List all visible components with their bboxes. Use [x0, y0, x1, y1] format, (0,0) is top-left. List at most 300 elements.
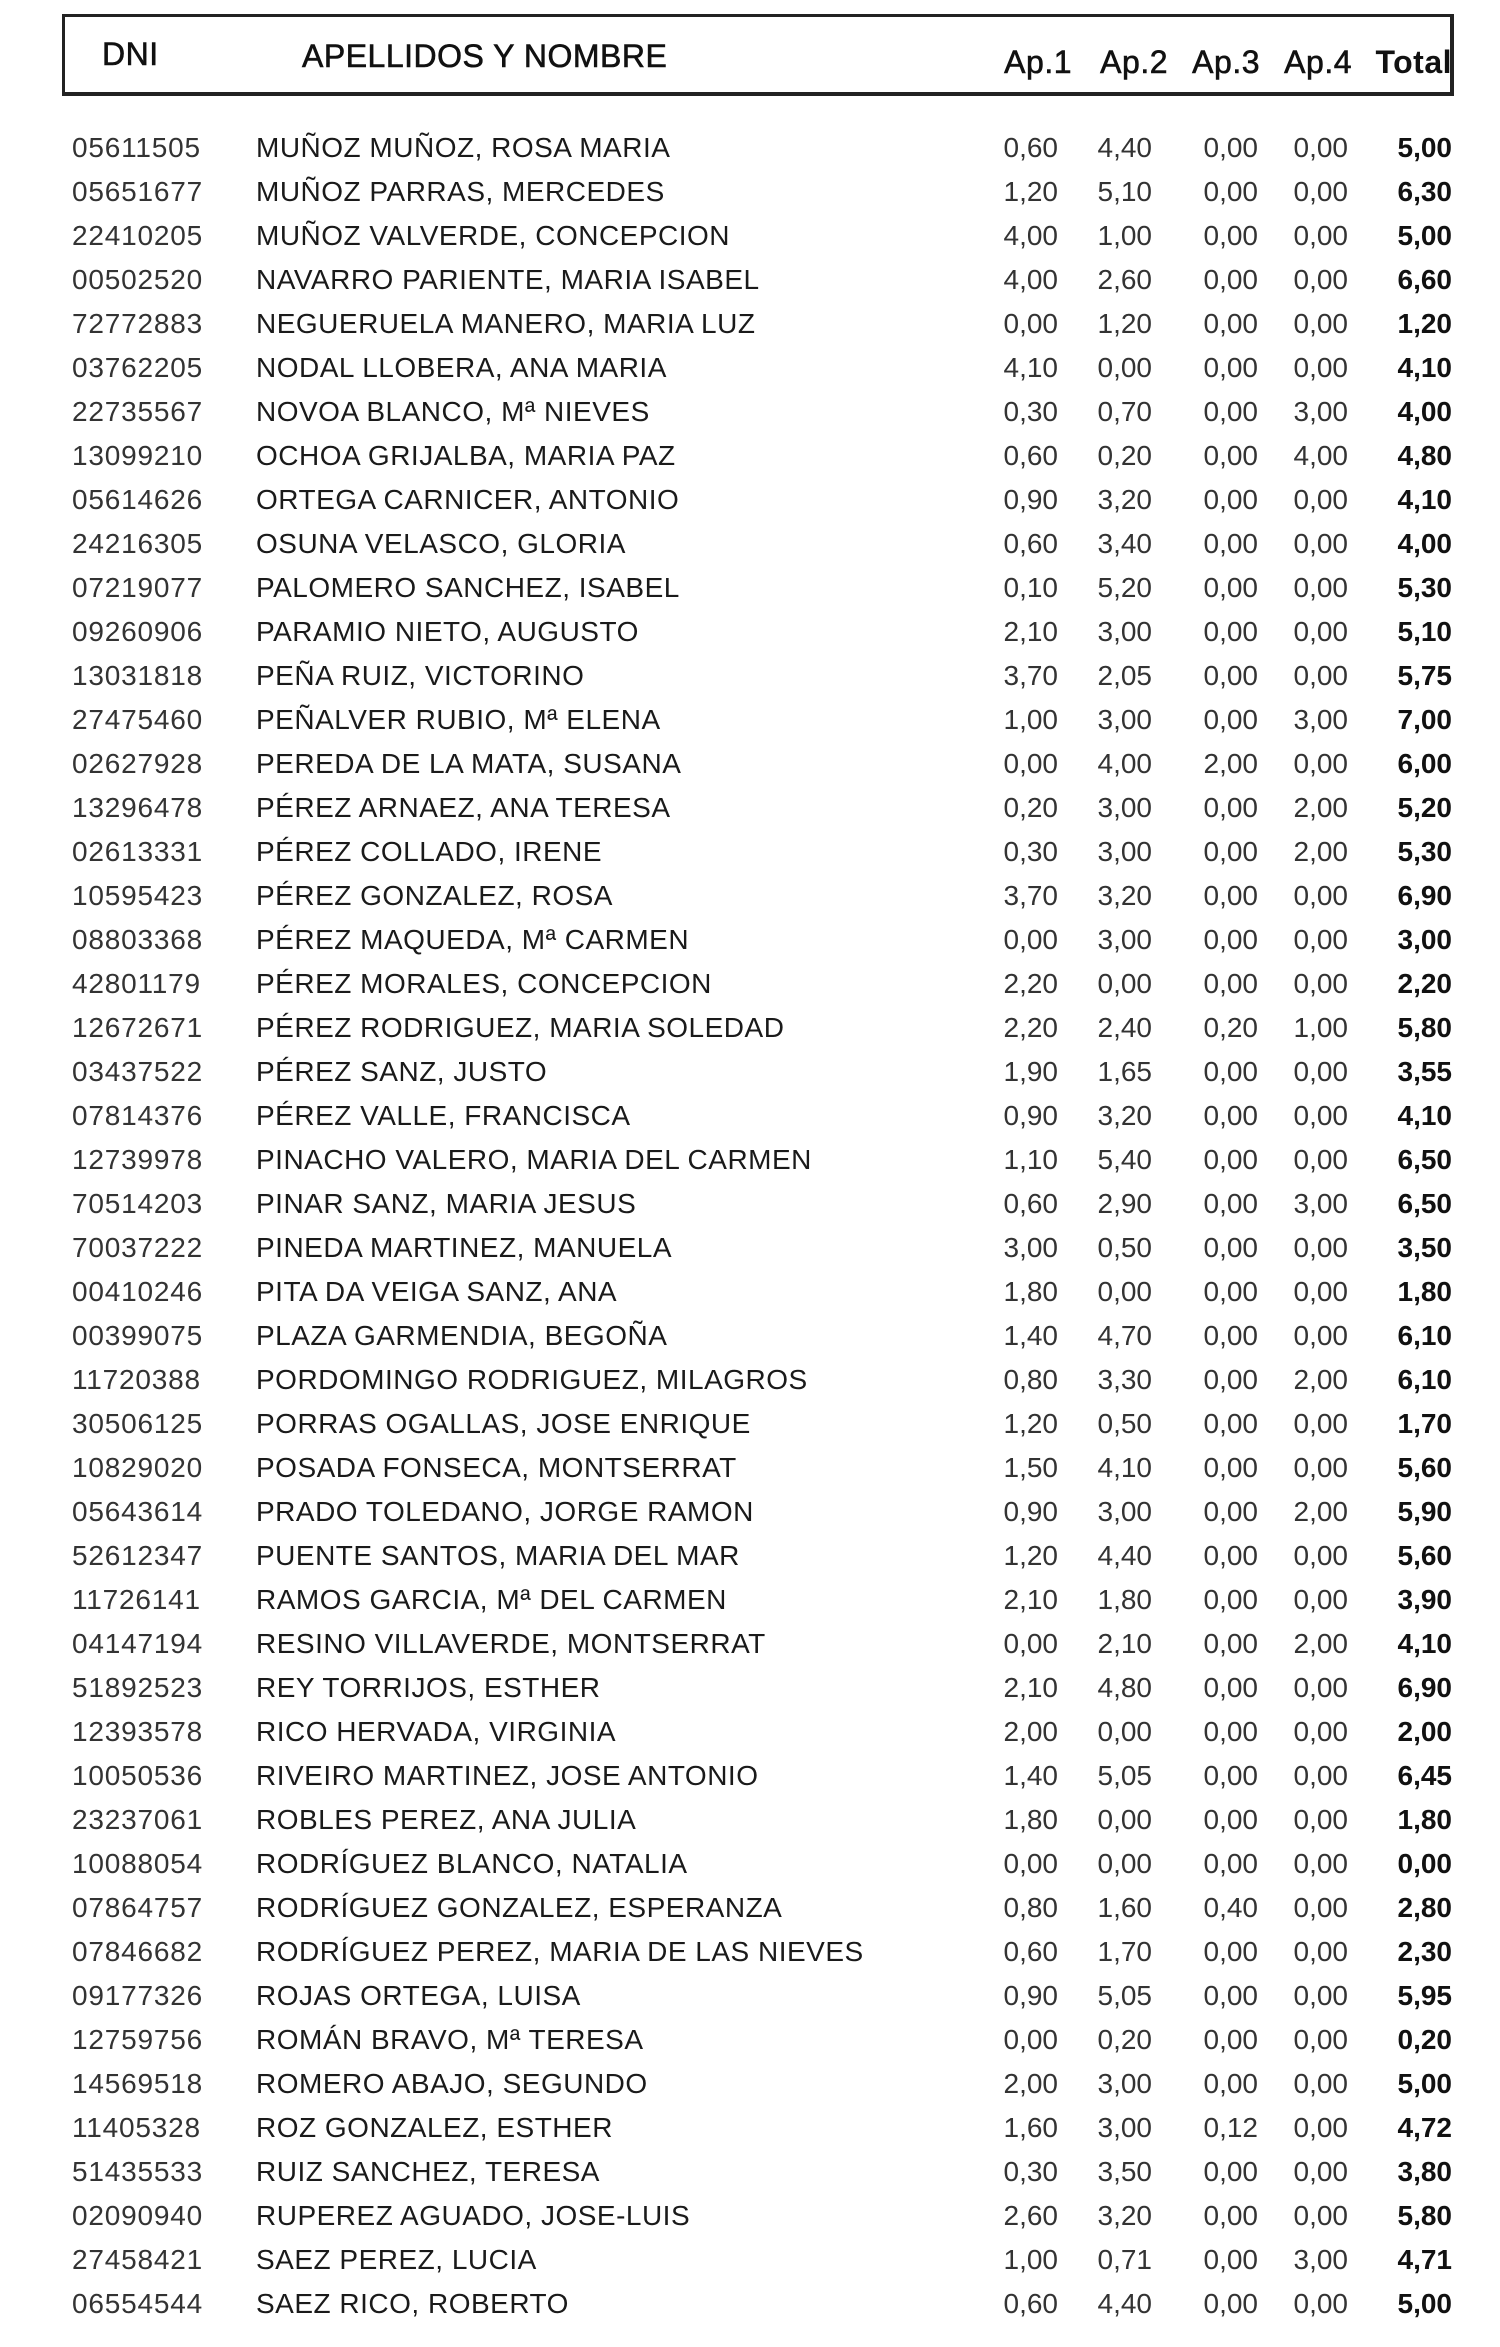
name-cell: ROMÁN BRAVO, Mª TERESA [256, 2024, 644, 2055]
table-row [0, 1314, 1500, 1358]
ap4-cell: 0,00 [1293, 1804, 1348, 1835]
ap4-cell: 0,00 [1293, 1100, 1348, 1131]
ap2-cell: 3,00 [1097, 2112, 1152, 2143]
dni-cell: 00502520 [72, 264, 203, 295]
ap2-cell: 0,71 [1097, 2244, 1152, 2275]
dni-cell: 12672671 [72, 1012, 203, 1043]
name-cell: PÉREZ MAQUEDA, Mª CARMEN [256, 924, 690, 955]
ap4-cell: 0,00 [1293, 1056, 1348, 1087]
ap4-cell: 0,00 [1293, 1452, 1348, 1483]
ap3-cell: 0,00 [1203, 2244, 1258, 2275]
ap1-cell: 0,90 [1003, 1100, 1058, 1131]
table-row [0, 522, 1500, 566]
name-cell: MUÑOZ VALVERDE, CONCEPCION [256, 220, 731, 251]
ap1-cell: 2,60 [1003, 2200, 1058, 2231]
dni-cell: 24216305 [72, 528, 203, 559]
ap3-cell: 0,00 [1203, 440, 1258, 471]
name-cell: ROMERO ABAJO, SEGUNDO [256, 2068, 648, 2099]
ap1-cell: 1,90 [1003, 1056, 1058, 1087]
ap2-cell: 3,30 [1097, 1364, 1152, 1395]
header-name: APELLIDOS Y NOMBRE [302, 38, 668, 74]
name-cell: PÉREZ COLLADO, IRENE [256, 836, 603, 867]
dni-cell: 07864757 [72, 1892, 203, 1923]
ap4-cell: 3,00 [1293, 396, 1348, 427]
total-cell: 4,10 [1397, 1628, 1452, 1659]
table-row [0, 478, 1500, 522]
ap1-cell: 0,60 [1003, 2288, 1058, 2319]
total-cell: 5,00 [1397, 220, 1452, 251]
ap1-cell: 2,00 [1003, 1716, 1058, 1747]
dni-cell: 22735567 [72, 396, 203, 427]
table-row [0, 1666, 1500, 1710]
ap4-cell: 0,00 [1293, 924, 1348, 955]
ap2-cell: 0,00 [1097, 1716, 1152, 1747]
ap1-cell: 0,80 [1003, 1364, 1058, 1395]
header-dni: DNI [102, 36, 159, 72]
ap2-cell: 5,05 [1097, 1980, 1152, 2011]
ap3-cell: 0,00 [1203, 1980, 1258, 2011]
ap3-cell: 0,00 [1203, 1100, 1258, 1131]
ap3-cell: 0,00 [1203, 792, 1258, 823]
name-cell: POSADA FONSECA, MONTSERRAT [256, 1452, 737, 1483]
ap3-cell: 0,00 [1203, 220, 1258, 251]
ap4-cell: 0,00 [1293, 2024, 1348, 2055]
ap1-cell: 1,20 [1003, 1408, 1058, 1439]
ap2-cell: 3,20 [1097, 1100, 1152, 1131]
dni-cell: 00399075 [72, 1320, 203, 1351]
ap4-cell: 0,00 [1293, 2200, 1348, 2231]
ap2-cell: 0,50 [1097, 1408, 1152, 1439]
total-cell: 1,80 [1397, 1276, 1452, 1307]
ap1-cell: 1,50 [1003, 1452, 1058, 1483]
ap1-cell: 0,00 [1003, 2024, 1058, 2055]
table-row [0, 1050, 1500, 1094]
dni-cell: 10088054 [72, 1848, 203, 1879]
ap3-cell: 0,00 [1203, 704, 1258, 735]
table-row [0, 1490, 1500, 1534]
dni-cell: 27458421 [72, 2244, 203, 2275]
ap2-cell: 3,50 [1097, 2156, 1152, 2187]
ap2-cell: 1,70 [1097, 1936, 1152, 1967]
total-cell: 5,60 [1397, 1540, 1452, 1571]
ap2-cell: 4,40 [1097, 2288, 1152, 2319]
name-cell: NAVARRO PARIENTE, MARIA ISABEL [256, 264, 760, 295]
total-cell: 6,50 [1397, 1144, 1452, 1175]
ap3-cell: 0,00 [1203, 836, 1258, 867]
dni-cell: 70514203 [72, 1188, 203, 1219]
table-row [0, 1138, 1500, 1182]
ap3-cell: 0,00 [1203, 924, 1258, 955]
name-cell: PALOMERO SANCHEZ, ISABEL [256, 572, 680, 603]
dni-cell: 02613331 [72, 836, 203, 867]
ap1-cell: 1,20 [1003, 1540, 1058, 1571]
ap1-cell: 1,40 [1003, 1320, 1058, 1351]
name-cell: RODRÍGUEZ PEREZ, MARIA DE LAS NIEVES [256, 1936, 864, 1967]
ap1-cell: 2,20 [1003, 968, 1058, 999]
dni-cell: 04147194 [72, 1628, 203, 1659]
dni-cell: 13031818 [72, 660, 203, 691]
name-cell: RESINO VILLAVERDE, MONTSERRAT [256, 1628, 766, 1659]
ap4-cell: 0,00 [1293, 484, 1348, 515]
total-cell: 4,00 [1397, 396, 1452, 427]
name-cell: PORDOMINGO RODRIGUEZ, MILAGROS [256, 1364, 808, 1395]
ap3-cell: 0,00 [1203, 1320, 1258, 1351]
ap4-cell: 3,00 [1293, 704, 1348, 735]
ap2-cell: 2,60 [1097, 264, 1152, 295]
name-cell: NEGUERUELA MANERO, MARIA LUZ [256, 308, 756, 339]
table-row [0, 2106, 1500, 2150]
table-row [0, 874, 1500, 918]
ap2-cell: 3,40 [1097, 528, 1152, 559]
ap4-cell: 0,00 [1293, 1980, 1348, 2011]
name-cell: ORTEGA CARNICER, ANTONIO [256, 484, 680, 515]
ap3-cell: 0,00 [1203, 484, 1258, 515]
dni-cell: 13296478 [72, 792, 203, 823]
ap3-cell: 0,00 [1203, 264, 1258, 295]
name-cell: RAMOS GARCIA, Mª DEL CARMEN [256, 1584, 727, 1615]
dni-cell: 05611505 [72, 132, 201, 163]
ap3-cell: 0,12 [1203, 2112, 1258, 2143]
name-cell: PINEDA MARTINEZ, MANUELA [256, 1232, 673, 1263]
total-cell: 5,10 [1397, 616, 1452, 647]
ap3-cell: 0,00 [1203, 1848, 1258, 1879]
ap1-cell: 0,10 [1003, 572, 1058, 603]
ap4-cell: 0,00 [1293, 616, 1348, 647]
ap2-cell: 2,90 [1097, 1188, 1152, 1219]
name-cell: RICO HERVADA, VIRGINIA [256, 1716, 617, 1747]
total-cell: 6,10 [1397, 1364, 1452, 1395]
total-cell: 3,55 [1397, 1056, 1452, 1087]
ap3-cell: 0,00 [1203, 1056, 1258, 1087]
ap2-cell: 0,20 [1097, 440, 1152, 471]
table-row [0, 1270, 1500, 1314]
total-cell: 6,90 [1397, 1672, 1452, 1703]
total-cell: 5,80 [1397, 1012, 1452, 1043]
ap2-cell: 3,20 [1097, 2200, 1152, 2231]
ap1-cell: 2,00 [1003, 2068, 1058, 2099]
name-cell: PRADO TOLEDANO, JORGE RAMON [256, 1496, 754, 1527]
ap3-cell: 0,00 [1203, 352, 1258, 383]
total-cell: 7,00 [1397, 704, 1452, 735]
table-row [0, 1182, 1500, 1226]
ap1-cell: 0,00 [1003, 748, 1058, 779]
ap1-cell: 0,90 [1003, 1980, 1058, 2011]
ap3-cell: 0,00 [1203, 308, 1258, 339]
ap1-cell: 1,10 [1003, 1144, 1058, 1175]
ap3-cell: 0,00 [1203, 528, 1258, 559]
total-cell: 5,30 [1397, 836, 1452, 867]
dni-cell: 22410205 [72, 220, 203, 251]
dni-cell: 02090940 [72, 2200, 203, 2231]
ap1-cell: 0,00 [1003, 308, 1058, 339]
ap2-cell: 1,60 [1097, 1892, 1152, 1923]
name-cell: PÉREZ GONZALEZ, ROSA [256, 880, 613, 911]
table-row [0, 1974, 1500, 2018]
total-cell: 5,00 [1397, 2068, 1452, 2099]
ap3-cell: 0,00 [1203, 1232, 1258, 1263]
ap4-cell: 2,00 [1293, 836, 1348, 867]
ap1-cell: 4,00 [1003, 264, 1058, 295]
name-cell: OSUNA VELASCO, GLORIA [256, 528, 626, 559]
ap1-cell: 2,10 [1003, 616, 1058, 647]
ap2-cell: 5,40 [1097, 1144, 1152, 1175]
table-row [0, 1754, 1500, 1798]
ap1-cell: 2,10 [1003, 1672, 1058, 1703]
name-cell: SAEZ PEREZ, LUCIA [256, 2244, 537, 2275]
name-cell: PEREDA DE LA MATA, SUSANA [256, 748, 682, 779]
ap3-cell: 0,00 [1203, 1452, 1258, 1483]
ap1-cell: 0,90 [1003, 1496, 1058, 1527]
ap1-cell: 1,00 [1003, 704, 1058, 735]
ap4-cell: 0,00 [1293, 2156, 1348, 2187]
dni-cell: 11720388 [72, 1364, 201, 1395]
ap2-cell: 3,00 [1097, 792, 1152, 823]
table-row [0, 2238, 1500, 2282]
name-cell: PÉREZ SANZ, JUSTO [256, 1056, 548, 1087]
ap3-cell: 0,00 [1203, 1408, 1258, 1439]
table-row [0, 566, 1500, 610]
dni-cell: 30506125 [72, 1408, 203, 1439]
ap4-cell: 0,00 [1293, 1232, 1348, 1263]
dni-cell: 72772883 [72, 308, 203, 339]
table-row [0, 2062, 1500, 2106]
total-cell: 5,95 [1397, 1980, 1452, 2011]
table-row [0, 2282, 1500, 2326]
dni-cell: 09177326 [72, 1980, 203, 2011]
dni-cell: 70037222 [72, 1232, 203, 1263]
ap2-cell: 2,40 [1097, 1012, 1152, 1043]
table-row [0, 698, 1500, 742]
table-row [0, 2018, 1500, 2062]
ap1-cell: 2,10 [1003, 1584, 1058, 1615]
table-row [0, 918, 1500, 962]
total-cell: 5,00 [1397, 132, 1452, 163]
total-cell: 5,20 [1397, 792, 1452, 823]
ap2-cell: 3,00 [1097, 704, 1152, 735]
total-cell: 5,00 [1397, 2288, 1452, 2319]
ap4-cell: 0,00 [1293, 2288, 1348, 2319]
total-cell: 6,50 [1397, 1188, 1452, 1219]
total-cell: 4,10 [1397, 484, 1452, 515]
table-row [0, 654, 1500, 698]
table-row [0, 1446, 1500, 1490]
ap2-cell: 0,00 [1097, 968, 1152, 999]
dni-cell: 14569518 [72, 2068, 203, 2099]
ap1-cell: 4,10 [1003, 352, 1058, 383]
ap2-cell: 0,00 [1097, 1848, 1152, 1879]
total-cell: 5,80 [1397, 2200, 1452, 2231]
ap2-cell: 3,00 [1097, 924, 1152, 955]
ap3-cell: 0,00 [1203, 1628, 1258, 1659]
name-cell: PEÑALVER RUBIO, Mª ELENA [256, 704, 661, 735]
table-row [0, 258, 1500, 302]
name-cell: MUÑOZ MUÑOZ, ROSA MARIA [256, 132, 671, 163]
dni-cell: 23237061 [72, 1804, 203, 1835]
table-row [0, 2150, 1500, 2194]
total-cell: 4,10 [1397, 1100, 1452, 1131]
ap1-cell: 0,30 [1003, 2156, 1058, 2187]
table-row [0, 390, 1500, 434]
ap3-cell: 0,00 [1203, 1364, 1258, 1395]
table-row [0, 1842, 1500, 1886]
ap3-cell: 2,00 [1203, 748, 1258, 779]
ap3-cell: 0,40 [1203, 1892, 1258, 1923]
ap2-cell: 1,65 [1097, 1056, 1152, 1087]
header-ap2: Ap.2 [1100, 44, 1168, 80]
ap3-cell: 0,00 [1203, 132, 1258, 163]
dni-cell: 10050536 [72, 1760, 203, 1791]
ap3-cell: 0,00 [1203, 1276, 1258, 1307]
ap1-cell: 0,60 [1003, 440, 1058, 471]
ap1-cell: 1,00 [1003, 2244, 1058, 2275]
name-cell: PÉREZ VALLE, FRANCISCA [256, 1100, 631, 1131]
total-cell: 6,60 [1397, 264, 1452, 295]
table-row [0, 126, 1500, 170]
ap2-cell: 4,10 [1097, 1452, 1152, 1483]
dni-cell: 06554544 [72, 2288, 203, 2319]
total-cell: 5,90 [1397, 1496, 1452, 1527]
ap1-cell: 0,60 [1003, 528, 1058, 559]
name-cell: PARAMIO NIETO, AUGUSTO [256, 616, 639, 647]
total-cell: 4,00 [1397, 528, 1452, 559]
total-cell: 5,60 [1397, 1452, 1452, 1483]
ap2-cell: 4,00 [1097, 748, 1152, 779]
ap4-cell: 0,00 [1293, 1892, 1348, 1923]
table-row [0, 1094, 1500, 1138]
ap4-cell: 0,00 [1293, 528, 1348, 559]
ap4-cell: 0,00 [1293, 1584, 1348, 1615]
ap3-cell: 0,00 [1203, 1804, 1258, 1835]
ap4-cell: 0,00 [1293, 748, 1348, 779]
ap4-cell: 0,00 [1293, 968, 1348, 999]
ap1-cell: 0,30 [1003, 396, 1058, 427]
name-cell: RUPEREZ AGUADO, JOSE-LUIS [256, 2200, 691, 2231]
table-row [0, 1358, 1500, 1402]
dni-cell: 12393578 [72, 1716, 203, 1747]
total-cell: 1,80 [1397, 1804, 1452, 1835]
ap4-cell: 0,00 [1293, 176, 1348, 207]
name-cell: NODAL LLOBERA, ANA MARIA [256, 352, 667, 383]
dni-cell: 03762205 [72, 352, 203, 383]
ap4-cell: 0,00 [1293, 572, 1348, 603]
total-cell: 5,75 [1397, 660, 1452, 691]
name-cell: PÉREZ RODRIGUEZ, MARIA SOLEDAD [256, 1012, 785, 1043]
total-cell: 4,10 [1397, 352, 1452, 383]
dni-cell: 05614626 [72, 484, 203, 515]
total-cell: 4,80 [1397, 440, 1452, 471]
ap4-cell: 4,00 [1293, 440, 1348, 471]
name-cell: PITA DA VEIGA SANZ, ANA [256, 1276, 618, 1307]
dni-cell: 51435533 [72, 2156, 203, 2187]
ap4-cell: 0,00 [1293, 1672, 1348, 1703]
ap4-cell: 2,00 [1293, 792, 1348, 823]
table-row [0, 214, 1500, 258]
ap2-cell: 5,05 [1097, 1760, 1152, 1791]
ap2-cell: 3,00 [1097, 2068, 1152, 2099]
ap2-cell: 3,20 [1097, 880, 1152, 911]
total-cell: 5,30 [1397, 572, 1452, 603]
dni-cell: 05643614 [72, 1496, 203, 1527]
dni-cell: 03437522 [72, 1056, 203, 1087]
name-cell: PEÑA RUIZ, VICTORINO [256, 660, 585, 691]
name-cell: PINACHO VALERO, MARIA DEL CARMEN [256, 1144, 812, 1175]
dni-cell: 11726141 [72, 1584, 201, 1615]
ap3-cell: 0,00 [1203, 1144, 1258, 1175]
dni-cell: 10829020 [72, 1452, 203, 1483]
ap4-cell: 0,00 [1293, 1848, 1348, 1879]
ap2-cell: 0,20 [1097, 2024, 1152, 2055]
name-cell: ROJAS ORTEGA, LUISA [256, 1980, 581, 2011]
table-row [0, 1710, 1500, 1754]
table-row [0, 1534, 1500, 1578]
ap2-cell: 3,20 [1097, 484, 1152, 515]
ap1-cell: 3,00 [1003, 1232, 1058, 1263]
ap3-cell: 0,00 [1203, 616, 1258, 647]
dni-cell: 09260906 [72, 616, 203, 647]
total-cell: 3,90 [1397, 1584, 1452, 1615]
dni-cell: 12739978 [72, 1144, 203, 1175]
ap1-cell: 0,90 [1003, 484, 1058, 515]
total-cell: 6,10 [1397, 1320, 1452, 1351]
ap2-cell: 3,00 [1097, 616, 1152, 647]
ap1-cell: 0,00 [1003, 924, 1058, 955]
name-cell: REY TORRIJOS, ESTHER [256, 1672, 601, 1703]
total-cell: 3,00 [1397, 924, 1452, 955]
dni-cell: 02627928 [72, 748, 203, 779]
total-cell: 1,70 [1397, 1408, 1452, 1439]
name-cell: PUENTE SANTOS, MARIA DEL MAR [256, 1540, 740, 1571]
ap3-cell: 0,00 [1203, 880, 1258, 911]
ap2-cell: 4,40 [1097, 132, 1152, 163]
ap4-cell: 0,00 [1293, 2068, 1348, 2099]
name-cell: PÉREZ MORALES, CONCEPCION [256, 968, 712, 999]
dni-cell: 00410246 [72, 1276, 203, 1307]
dni-cell: 11405328 [72, 2112, 201, 2143]
ap4-cell: 0,00 [1293, 880, 1348, 911]
ap3-cell: 0,00 [1203, 2288, 1258, 2319]
total-cell: 2,20 [1397, 968, 1452, 999]
total-cell: 3,80 [1397, 2156, 1452, 2187]
ap4-cell: 2,00 [1293, 1496, 1348, 1527]
name-cell: PORRAS OGALLAS, JOSE ENRIQUE [256, 1408, 751, 1439]
ap4-cell: 0,00 [1293, 132, 1348, 163]
ap3-cell: 0,00 [1203, 572, 1258, 603]
ap1-cell: 1,80 [1003, 1276, 1058, 1307]
name-cell: MUÑOZ PARRAS, MERCEDES [256, 176, 665, 207]
ap4-cell: 0,00 [1293, 1144, 1348, 1175]
table-row [0, 302, 1500, 346]
dni-cell: 07219077 [72, 572, 203, 603]
ap3-cell: 0,00 [1203, 2156, 1258, 2187]
ap2-cell: 4,80 [1097, 1672, 1152, 1703]
ap1-cell: 0,00 [1003, 1848, 1058, 1879]
name-cell: ROBLES PEREZ, ANA JULIA [256, 1804, 637, 1835]
ap3-cell: 0,00 [1203, 1188, 1258, 1219]
ap1-cell: 1,40 [1003, 1760, 1058, 1791]
dni-cell: 07814376 [72, 1100, 203, 1131]
ap4-cell: 0,00 [1293, 2112, 1348, 2143]
ap2-cell: 0,50 [1097, 1232, 1152, 1263]
ap2-cell: 1,80 [1097, 1584, 1152, 1615]
total-cell: 6,30 [1397, 176, 1452, 207]
table-row [0, 830, 1500, 874]
total-cell: 2,00 [1397, 1716, 1452, 1747]
total-cell: 0,00 [1397, 1848, 1452, 1879]
ap3-cell: 0,00 [1203, 2068, 1258, 2099]
ap3-cell: 0,20 [1203, 1012, 1258, 1043]
name-cell: PINAR SANZ, MARIA JESUS [256, 1188, 637, 1219]
header-ap3: Ap.3 [1192, 44, 1260, 80]
